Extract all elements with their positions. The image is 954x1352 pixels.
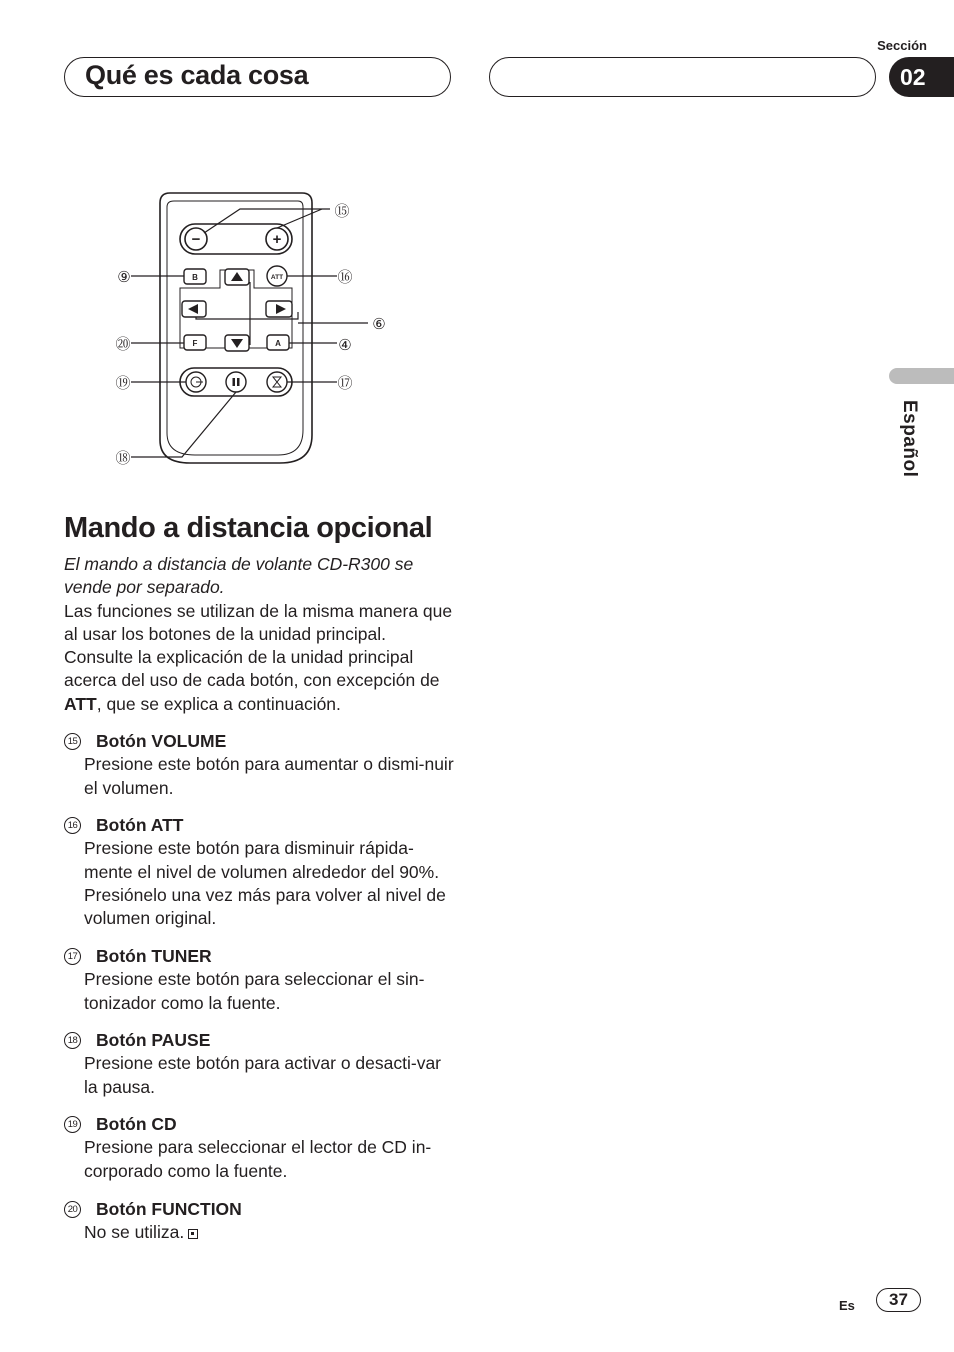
section-heading: Mando a distancia opcional [64, 512, 433, 544]
language-label: Español [899, 400, 920, 478]
function-label: F [192, 339, 198, 348]
item-title: Botón TUNER [96, 946, 212, 966]
band-button [184, 269, 206, 284]
intro-italic-note: El mando a distancia de volante CD-R300 se vende por separado. [64, 554, 414, 598]
intro-bold-att: ATT [64, 693, 97, 714]
header-title-box [64, 57, 451, 97]
language-tab [889, 368, 954, 384]
item-title: Botón CD [96, 1114, 177, 1134]
item-description: Presione este botón para activar o desacti-var la pausa. [84, 1053, 441, 1097]
callout-17: ⑰ [337, 375, 353, 392]
volume-minus-label: − [191, 231, 201, 248]
intro-body [64, 600, 456, 716]
intro-text-before: Las funciones se utilizan de la misma manera que al usar los botones de la unidad principal. Consulte la explicación de la unidad principal acerca del uso de cada botón, con excepción de [64, 600, 453, 691]
footer-language-code: Es [839, 1298, 855, 1313]
up-button [225, 269, 249, 285]
item-number-badge: 20 [64, 1201, 81, 1218]
section-number-badge: 02 [889, 57, 954, 97]
item-description: Presione este botón para seleccionar el sin-tonizador como la fuente. [84, 969, 425, 1013]
remote-control-illustration [100, 185, 420, 480]
item-number-badge: 16 [64, 817, 81, 834]
att-label: ATT [270, 274, 284, 281]
volume-plus-button [266, 228, 288, 250]
intro-text-after: , que se explica a continuación. [96, 693, 341, 714]
tuner-button [267, 372, 287, 392]
down-button [225, 335, 249, 351]
callout-9: ⑨ [117, 269, 131, 286]
att-button [267, 266, 287, 286]
function-button [184, 335, 206, 350]
item-number-badge: 19 [64, 1116, 81, 1133]
audio-button [267, 335, 289, 350]
remote-body [160, 193, 312, 463]
item-number-badge: 17 [64, 948, 81, 965]
item-volume [64, 730, 456, 800]
callout-6: ⑥ [372, 316, 386, 333]
item-title: Botón VOLUME [96, 731, 227, 751]
item-description: Presione este botón para aumentar o dismi-nuir el volumen. [84, 754, 454, 798]
pause-icon [233, 378, 236, 386]
right-button [266, 301, 292, 317]
callout-16: ⑯ [337, 269, 353, 286]
callout-20: ⑳ [115, 336, 131, 353]
band-label: B [192, 273, 198, 282]
audio-label: A [275, 339, 281, 348]
page-title: Qué es cada cosa [85, 60, 309, 90]
item-description: Presione este botón para disminuir rápida-mente el nivel de volumen alrededor del 90%. Presiónelo una vez más para volver al nivel de volumen original. [84, 838, 446, 929]
volume-minus-button [185, 228, 207, 250]
item-description: Presione para seleccionar el lector de CD in-corporado como la fuente. [84, 1137, 432, 1181]
intro-paragraph [64, 553, 456, 716]
item-tuner [64, 945, 456, 1015]
item-cd [64, 1113, 456, 1183]
volume-plus-label: + [272, 231, 282, 248]
item-description: No se utiliza. [84, 1222, 185, 1243]
callout-19: ⑲ [115, 375, 131, 392]
item-title: Botón FUNCTION [96, 1199, 242, 1219]
page-number: 37 [876, 1288, 921, 1312]
cd-button [186, 372, 206, 392]
section-label: Sección [877, 38, 927, 53]
callout-4: ④ [338, 337, 352, 354]
header-empty-box [489, 57, 876, 97]
callout-15: ⑮ [334, 203, 350, 220]
item-title: Botón PAUSE [96, 1030, 211, 1050]
item-number-badge: 18 [64, 1032, 81, 1049]
callout-18: ⑱ [115, 450, 131, 467]
left-button [182, 301, 206, 317]
item-function [64, 1198, 456, 1245]
item-description-row [64, 1221, 456, 1244]
end-of-section-icon [188, 1229, 198, 1239]
item-att [64, 814, 456, 930]
item-pause [64, 1029, 456, 1099]
item-number-badge: 15 [64, 733, 81, 750]
pause-button [226, 372, 246, 392]
item-title: Botón ATT [96, 815, 184, 835]
